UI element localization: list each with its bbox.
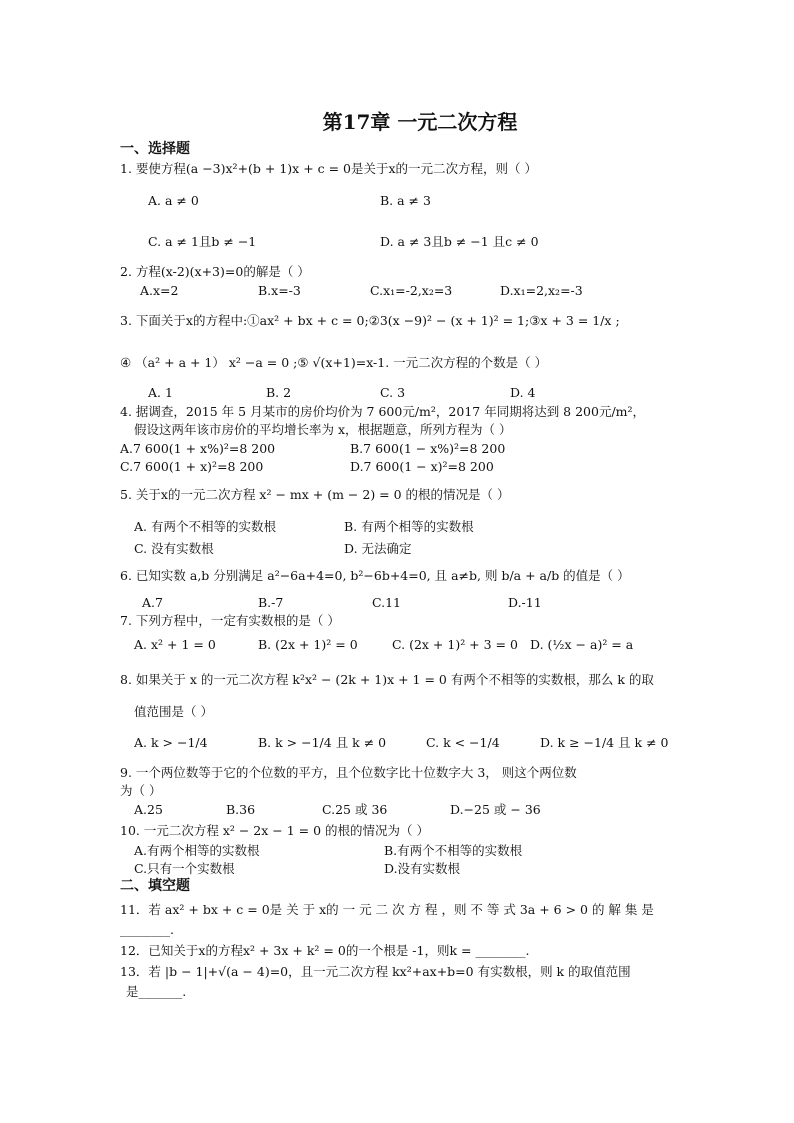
q2-stem: 2. 方程(x-2)(x+3)=0的解是（ ） xyxy=(120,264,310,279)
q10-stem: 10. 一元二次方程 x² − 2x − 1 = 0 的根的情况为（ ） xyxy=(120,823,430,838)
q4-stem-line2: 假设这两年该市房价的平均增长率为 x，根据题意，所列方程为（ ） xyxy=(134,422,512,437)
q3-option-c: C. 3 xyxy=(380,385,406,400)
q1-option-d: D. a ≠ 3且b ≠ −1 且c ≠ 0 xyxy=(380,234,539,249)
q3-option-b: B. 2 xyxy=(266,385,292,400)
q8-option-c: C. k < −1/4 xyxy=(426,735,500,750)
q10-option-b: B.有两个不相等的实数根 xyxy=(384,843,523,858)
q10-option-c: C.只有一个实数根 xyxy=(134,861,235,876)
q4-stem-line1: 4. 据调查，2015 年 5 月某市的房价均价为 7 600元/m²，2017 年同期将达到 8 200元/m²， xyxy=(120,404,646,419)
q2-option-c: C.x₁=-2,x₂=3 xyxy=(370,283,453,298)
q6-stem: 6. 已知实数 a,b 分别满足 a²−6a+4=0, b²−6b+4=0, 且 a≠b, 则 b/a + a/b 的值是（ ） xyxy=(120,568,630,583)
q9-stem-line1: 9. 一个两位数等于它的个位数的平方，且个位数字比十位数字大 3， 则这个两位数 xyxy=(120,765,577,780)
q6-option-a: A.7 xyxy=(142,595,163,610)
q4-option-d: D.7 600(1 − x)²=8 200 xyxy=(350,459,494,474)
q1-stem: 1. 要使方程(a −3)x²+(b + 1)x + c = 0是关于x的一元二次方程，则（ ） xyxy=(120,161,538,176)
q7-option-a: A. x² + 1 = 0 xyxy=(134,637,216,652)
q8-option-d: D. k ≥ −1/4 且 k ≠ 0 xyxy=(540,735,669,750)
q6-option-c: C.11 xyxy=(372,595,401,610)
section-heading-choice: 一、选择题 xyxy=(120,141,190,157)
q6-option-b: B.-7 xyxy=(258,595,284,610)
q9-option-a: A.25 xyxy=(134,802,163,817)
q7-option-c: C. (2x + 1)² + 3 = 0 xyxy=(392,637,518,652)
q9-stem-line2: 为（ ） xyxy=(120,783,162,798)
q4-option-c: C.7 600(1 + x)²=8 200 xyxy=(120,459,264,474)
q2-option-a: A.x=2 xyxy=(140,283,179,298)
q2-option-b: B.x=-3 xyxy=(258,283,301,298)
q4-option-a: A.7 600(1 + x%)²=8 200 xyxy=(120,441,276,456)
q1-option-b: B. a ≠ 3 xyxy=(380,193,431,208)
q2-option-d: D.x₁=2,x₂=-3 xyxy=(500,283,583,298)
q7-option-b: B. (2x + 1)² = 0 xyxy=(258,637,358,652)
q10-option-a: A.有两个相等的实数根 xyxy=(134,843,260,858)
q9-option-c: C.25 或 36 xyxy=(322,802,388,817)
q11-stem-line1: 11．若 ax² + bx + c = 0是 关 于 x的 一 元 二 次 方 程 ，则 不 等 式 3a + 6 > 0 的 解 集 是 xyxy=(120,902,654,917)
q9-option-d: D.−25 或 − 36 xyxy=(450,802,541,817)
q7-option-d: D. (½x − a)² = a xyxy=(530,637,634,652)
q7-stem: 7. 下列方程中，一定有实数根的是（ ） xyxy=(120,613,340,628)
q4-option-b: B.7 600(1 − x%)²=8 200 xyxy=(350,441,506,456)
q3-option-a: A. 1 xyxy=(148,385,173,400)
section-heading-fill: 二、填空题 xyxy=(120,878,190,894)
q1-option-a: A. a ≠ 0 xyxy=(148,193,199,208)
q8-stem-line1: 8. 如果关于 x 的一元二次方程 k²x² − (2k + 1)x + 1 = 0 有两个不相等的实数根，那么 k 的取 xyxy=(120,672,654,687)
q5-option-d: D. 无法确定 xyxy=(344,541,412,556)
q5-option-c: C. 没有实数根 xyxy=(134,541,214,556)
chapter-title: 第17章 一元二次方程 xyxy=(322,110,518,134)
q5-stem: 5. 关于x的一元二次方程 x² − mx + (m − 2) = 0 的根的情况是（ ） xyxy=(120,487,510,502)
q8-stem-line2: 值范围是（ ） xyxy=(134,704,213,719)
q3-stem-line1: 3. 下面关于x的方程中:①ax² + bx + c = 0;②3(x −9)² − (x + 1)² = 1;③x + 3 = 1/x ; xyxy=(120,313,620,328)
q3-option-d: D. 4 xyxy=(510,385,536,400)
q11-answer-blank: ________. xyxy=(120,922,174,937)
q13-answer-blank: 是_______. xyxy=(126,984,187,999)
q6-option-d: D.-11 xyxy=(508,595,542,610)
q12-stem: 12．已知关于x的方程x² + 3x + k² = 0的一个根是 -1，则k = ________. xyxy=(120,943,530,958)
q5-option-a: A. 有两个不相等的实数根 xyxy=(134,519,276,534)
q8-option-b: B. k > −1/4 且 k ≠ 0 xyxy=(258,735,387,750)
q8-option-a: A. k > −1/4 xyxy=(134,735,208,750)
q9-option-b: B.36 xyxy=(226,802,256,817)
q1-option-c: C. a ≠ 1且b ≠ −1 xyxy=(148,234,257,249)
q10-option-d: D.没有实数根 xyxy=(384,861,461,876)
q5-option-b: B. 有两个相等的实数根 xyxy=(344,519,474,534)
q13-stem-line1: 13．若 |b − 1|+√(a − 4)=0，且一元二次方程 kx²+ax+b=0 有实数根，则 k 的取值范围 xyxy=(120,964,631,979)
q3-stem-line2: ④ （a² + a + 1） x² −a = 0 ;⑤ √(x+1)=x-1. 一元二次方程的个数是（ ） xyxy=(120,355,548,370)
